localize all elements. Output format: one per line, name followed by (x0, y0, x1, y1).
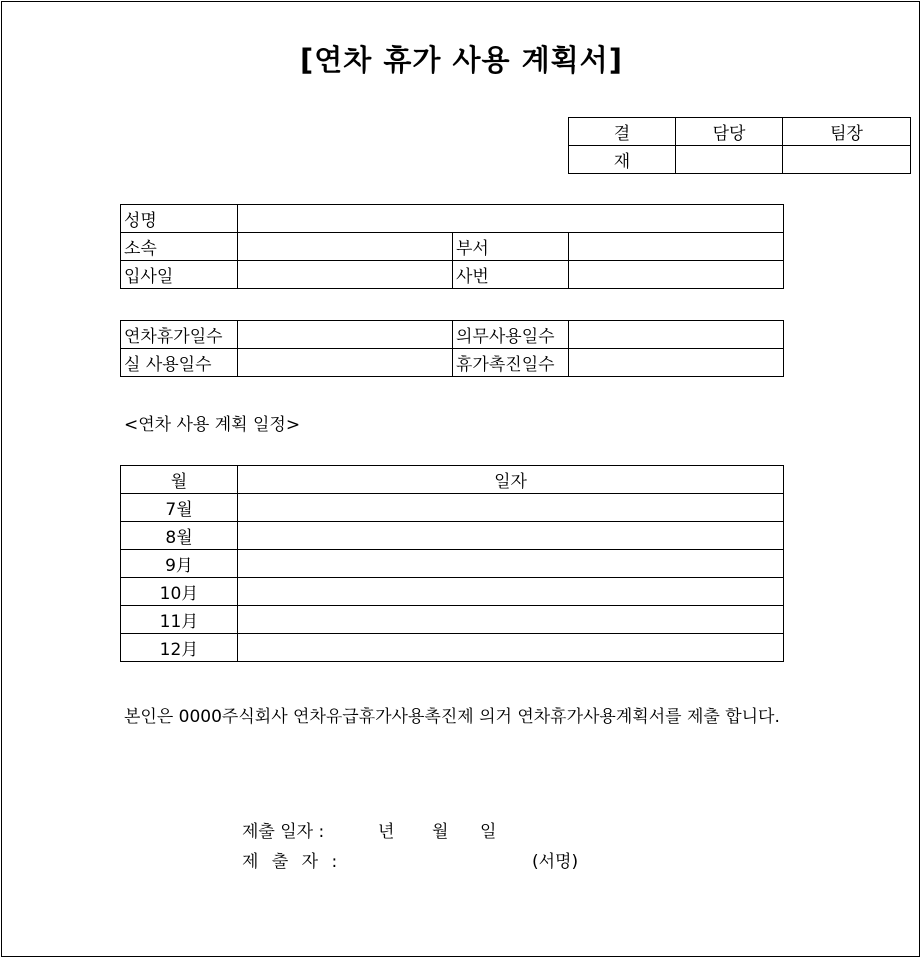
submit-date-label: 제출 일자 : (242, 822, 325, 842)
actual-days-label: 실 사용일수 (121, 349, 238, 377)
month-cell: 11月 (121, 606, 238, 634)
table-row (121, 578, 784, 606)
mandatory-days-label: 의무사용일수 (453, 321, 569, 349)
date-field[interactable] (238, 606, 784, 634)
date-field[interactable] (238, 634, 784, 662)
promotion-days-field[interactable] (569, 349, 784, 377)
mandatory-days-field[interactable] (569, 321, 784, 349)
leave-days-table (120, 320, 784, 377)
month-label: 월 (432, 822, 449, 842)
month-cell: 8월 (121, 522, 238, 550)
month-cell: 12月 (121, 634, 238, 662)
affiliation-label: 소속 (121, 233, 238, 261)
schedule-month-header: 월 (121, 466, 238, 494)
name-field[interactable] (238, 205, 784, 233)
actual-days-field[interactable] (238, 349, 453, 377)
date-field[interactable] (238, 578, 784, 606)
month-cell: 10月 (121, 578, 238, 606)
table-row (121, 606, 784, 634)
date-field[interactable] (238, 494, 784, 522)
table-row (121, 634, 784, 662)
promotion-days-label: 휴가촉진일수 (453, 349, 569, 377)
table-row (121, 550, 784, 578)
join-date-label: 입사일 (121, 261, 238, 289)
schedule-date-header: 일자 (238, 466, 784, 494)
month-cell: 9月 (121, 550, 238, 578)
name-label: 성명 (121, 205, 238, 233)
employee-no-label: 사번 (453, 261, 569, 289)
statement-text: 본인은 0000주식회사 연차유급휴가사용촉진제 의거 연차휴가사용계획서를 제출 합니다. (124, 707, 780, 727)
submitter-label: 제 출 자 : (242, 852, 338, 872)
approval-leader-sign-cell[interactable] (783, 146, 911, 174)
approval-col-staff: 담당 (676, 118, 783, 146)
date-field[interactable] (238, 550, 784, 578)
personal-info-table (120, 204, 784, 289)
annual-days-field[interactable] (238, 321, 453, 349)
employee-no-field[interactable] (569, 261, 784, 289)
affiliation-field[interactable] (238, 233, 453, 261)
table-row (121, 522, 784, 550)
month-cell: 7월 (121, 494, 238, 522)
document-title: [연차 휴가 사용 계획서] (300, 43, 623, 77)
approval-table (568, 117, 911, 174)
approval-col-leader: 팀장 (783, 118, 911, 146)
annual-days-label: 연차휴가일수 (121, 321, 238, 349)
approval-side-label-1: 결 (569, 118, 676, 146)
signature-label: (서명) (532, 852, 579, 872)
date-field[interactable] (238, 522, 784, 550)
schedule-heading: <연차 사용 계획 일정> (124, 415, 301, 435)
department-field[interactable] (569, 233, 784, 261)
approval-side-label-2: 재 (569, 146, 676, 174)
schedule-table (120, 465, 784, 662)
approval-staff-sign-cell[interactable] (676, 146, 783, 174)
department-label: 부서 (453, 233, 569, 261)
table-row (121, 494, 784, 522)
year-label: 년 (378, 822, 395, 842)
join-date-field[interactable] (238, 261, 453, 289)
day-label: 일 (480, 822, 497, 842)
